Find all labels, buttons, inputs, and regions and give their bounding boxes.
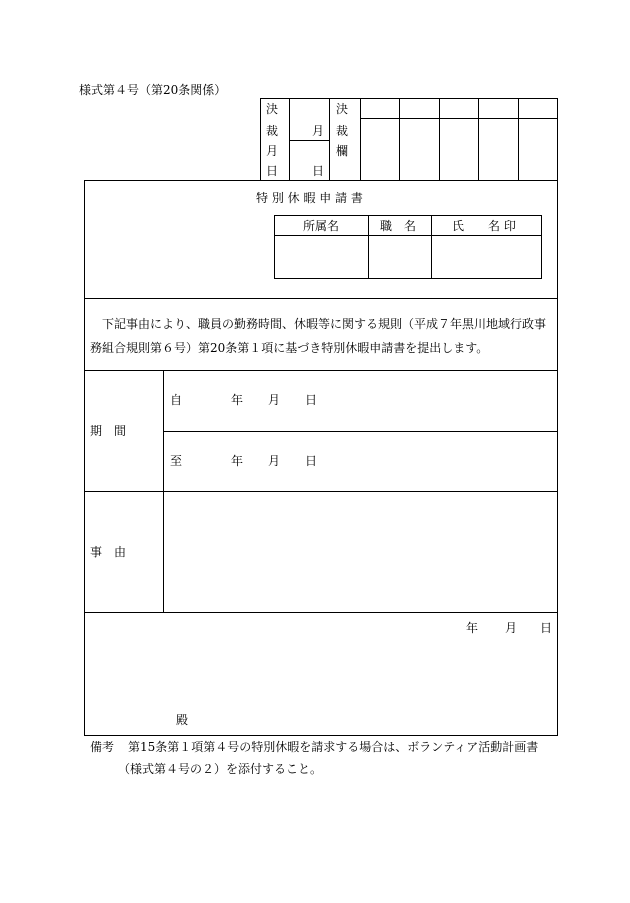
name-seal-field[interactable] [432, 236, 541, 278]
approval-column-label-1: 決 [336, 102, 349, 116]
statement-text: 下記事由により、職員の勤務時間、休暇等に関する規則（平成７年黒川地域行政事務組合規則第６号）第20条第１項に基づき特別休暇申請書を提出します。 [90, 317, 547, 355]
addressee-suffix: 殿 [176, 713, 189, 727]
header-position: 職 名 [380, 219, 417, 233]
period-from-year[interactable]: 年 [231, 393, 244, 407]
approval-column-label-2: 裁 [336, 124, 349, 138]
approval-day-field[interactable]: 日 [312, 164, 325, 178]
header-name-seal: 氏 名 印 [452, 219, 516, 233]
period-to-day[interactable]: 日 [305, 454, 318, 468]
remarks-line-2: （様式第４号の２）を添付すること。 [118, 762, 323, 776]
approval-date-label-2: 裁 [266, 124, 279, 138]
period-from-month[interactable]: 月 [268, 393, 281, 407]
approval-date-label-4: 日 [266, 164, 279, 178]
approval-date-label-3: 月 [266, 144, 279, 158]
reason-label: 事 由 [90, 545, 127, 559]
approval-month-field[interactable]: 月 [312, 124, 325, 138]
department-field[interactable] [275, 236, 367, 278]
period-from-prefix: 自 [170, 393, 183, 407]
remarks-line-1: 第15条第１項第４号の特別休暇を請求する場合は、ボランティア活動計画書 [128, 740, 539, 754]
period-to-prefix: 至 [170, 454, 183, 468]
remarks-label: 備考 [90, 740, 115, 754]
date-day[interactable]: 日 [540, 621, 553, 635]
reason-field[interactable] [164, 492, 557, 611]
period-from-day[interactable]: 日 [305, 393, 318, 407]
header-department: 所属名 [303, 219, 340, 233]
date-year[interactable]: 年 [466, 621, 479, 635]
form-number: 様式第４号（第20条関係） [79, 83, 227, 97]
position-field[interactable] [369, 236, 430, 278]
period-label: 期 間 [90, 424, 127, 438]
date-month[interactable]: 月 [505, 621, 518, 635]
form-title: 特 別 休 暇 申 請 書 [256, 191, 363, 205]
period-to-month[interactable]: 月 [268, 454, 281, 468]
period-to-year[interactable]: 年 [231, 454, 244, 468]
approval-date-label-1: 決 [266, 102, 279, 116]
approval-column-label-3: 欄 [336, 144, 349, 158]
